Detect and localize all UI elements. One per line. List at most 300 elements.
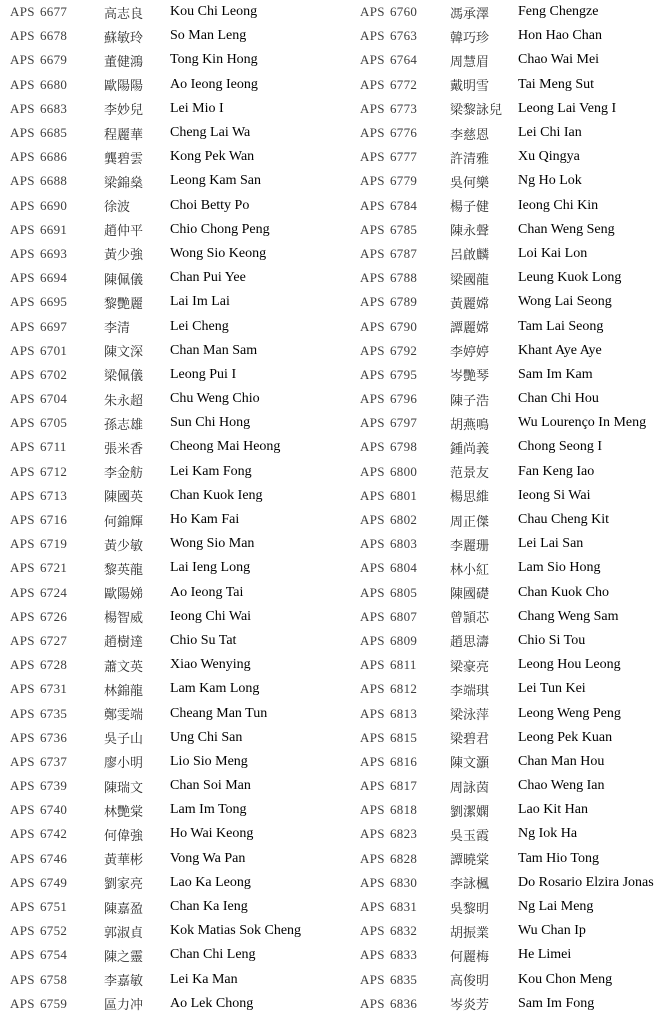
registration-number: 6784: [390, 197, 418, 213]
registration-prefix: APS: [360, 415, 385, 431]
romanized-name: Sun Chi Hong: [170, 415, 251, 431]
registration-number: 6740: [40, 802, 68, 818]
registration-prefix: APS: [10, 705, 35, 721]
romanized-name: Wong Sio Man: [170, 536, 255, 552]
romanized-name: Wu Lourenço In Meng: [518, 415, 647, 431]
table-row: [355, 48, 671, 72]
registration-prefix: APS: [10, 173, 35, 189]
registration-prefix: APS: [360, 536, 385, 552]
romanized-name: Leong Hou Leong: [518, 657, 621, 673]
registration-number: 6832: [390, 923, 418, 939]
table-row: [355, 508, 671, 532]
registration-prefix: APS: [360, 125, 385, 141]
table-row: [0, 194, 355, 218]
registration-prefix: APS: [10, 270, 35, 286]
table-row: [0, 24, 355, 48]
romanized-name: Lam Im Tong: [170, 802, 247, 818]
romanized-name: Cheang Man Tun: [170, 705, 268, 721]
registration-number: 6677: [40, 4, 68, 20]
chinese-name: 鄭雯端: [104, 707, 144, 723]
registration-prefix: APS: [360, 632, 385, 648]
registration-number: 6789: [390, 294, 418, 310]
registration-number: 6719: [40, 536, 68, 552]
chinese-name: 呂啟麟: [450, 247, 490, 263]
registration-number: 6724: [40, 584, 68, 600]
registration-number: 6772: [390, 76, 418, 92]
registration-prefix: APS: [360, 802, 385, 818]
romanized-name: Xiao Wenying: [170, 657, 251, 673]
table-row: [0, 677, 355, 701]
registration-number: 6693: [40, 245, 68, 261]
table-row: [0, 97, 355, 121]
table-row: [0, 290, 355, 314]
registration-prefix: APS: [360, 608, 385, 624]
registration-prefix: APS: [360, 512, 385, 528]
registration-number: 6758: [40, 971, 68, 987]
romanized-name: Kok Matias Sok Cheng: [170, 923, 302, 939]
chinese-name: 林小紅: [450, 561, 490, 577]
romanized-name: Chan Pui Yee: [170, 270, 246, 286]
romanized-name: Kou Chon Meng: [518, 971, 613, 987]
registration-prefix: APS: [10, 947, 35, 963]
table-row: [355, 581, 671, 605]
table-row: [0, 363, 355, 387]
registration-prefix: APS: [360, 923, 385, 939]
chinese-name: 周正傑: [450, 513, 490, 529]
chinese-name: 周詠茵: [450, 779, 490, 795]
registration-prefix: APS: [360, 197, 385, 213]
chinese-name: 譚麗嫦: [450, 320, 490, 336]
chinese-name: 岑炎芳: [450, 997, 490, 1013]
table-row: [355, 169, 671, 193]
registration-number: 6773: [390, 100, 418, 116]
registration-number: 6790: [390, 318, 418, 334]
registration-prefix: APS: [10, 560, 35, 576]
romanized-name: Ieong Si Wai: [518, 487, 591, 503]
romanized-name: Chan Ka Ieng: [170, 899, 248, 915]
registration-number: 6816: [390, 753, 418, 769]
registration-prefix: APS: [360, 705, 385, 721]
chinese-name: 吳何樂: [450, 174, 490, 190]
registration-prefix: APS: [10, 923, 35, 939]
registration-prefix: APS: [10, 536, 35, 552]
registration-number: 6787: [390, 245, 418, 261]
table-row: [355, 145, 671, 169]
chinese-name: 李妙兒: [104, 102, 144, 118]
registration-number: 6754: [40, 947, 68, 963]
romanized-name: Ieong Chi Wai: [170, 608, 252, 624]
table-row: [355, 314, 671, 338]
registration-prefix: APS: [10, 439, 35, 455]
table-row: [355, 411, 671, 435]
registration-prefix: APS: [360, 560, 385, 576]
chinese-name: 楊思維: [450, 489, 490, 505]
registration-number: 6680: [40, 76, 68, 92]
chinese-name: 徐波: [104, 199, 131, 215]
romanized-name: Sam Im Kam: [518, 366, 593, 382]
chinese-name: 陳國礎: [450, 586, 490, 602]
chinese-name: 梁黎詠兒: [450, 102, 503, 118]
table-row: [0, 895, 355, 919]
table-row: [0, 314, 355, 338]
table-row: [0, 266, 355, 290]
registration-prefix: APS: [10, 391, 35, 407]
registration-number: 6763: [390, 28, 418, 44]
romanized-name: Tai Meng Sut: [518, 76, 595, 92]
table-row: [0, 774, 355, 798]
table-row: [355, 556, 671, 580]
registration-number: 6705: [40, 415, 68, 431]
chinese-name: 李婷婷: [450, 344, 490, 360]
romanized-name: Wu Chan Ip: [518, 923, 586, 939]
registration-number: 6815: [390, 729, 418, 745]
table-row: [355, 895, 671, 919]
chinese-name: 孫志雄: [104, 416, 144, 432]
table-row: [355, 290, 671, 314]
registration-prefix: APS: [360, 947, 385, 963]
romanized-name: Chio Si Tou: [518, 632, 586, 648]
table-row: [0, 919, 355, 943]
registration-prefix: APS: [360, 52, 385, 68]
registration-number: 6678: [40, 28, 68, 44]
registration-prefix: APS: [360, 995, 385, 1011]
registration-prefix: APS: [360, 657, 385, 673]
registration-number: 6697: [40, 318, 68, 334]
romanized-name: Lio Sio Meng: [170, 753, 248, 769]
table-row: [355, 677, 671, 701]
table-row: [355, 726, 671, 750]
table-row: [0, 629, 355, 653]
chinese-name: 鍾尚義: [450, 440, 490, 456]
romanized-name: Lei Kam Fong: [170, 463, 252, 479]
chinese-name: 李清: [104, 320, 131, 336]
registration-number: 6742: [40, 826, 68, 842]
table-row: [0, 726, 355, 750]
romanized-name: Ao Ieong Ieong: [170, 76, 258, 92]
table-row: [355, 242, 671, 266]
romanized-name: Lai Im Lai: [170, 294, 230, 310]
romanized-name: Feng Chengze: [518, 4, 599, 20]
registration-prefix: APS: [360, 366, 385, 382]
chinese-name: 陳子浩: [450, 392, 490, 408]
chinese-name: 劉家亮: [104, 876, 144, 892]
registration-number: 6805: [390, 584, 418, 600]
registration-prefix: APS: [360, 245, 385, 261]
registration-number: 6823: [390, 826, 418, 842]
registration-number: 6777: [390, 149, 418, 165]
romanized-name: Ng Ho Lok: [518, 173, 582, 189]
romanized-name: Khant Aye Aye: [518, 342, 602, 358]
romanized-name: Chio Su Tat: [170, 632, 237, 648]
registration-number: 6833: [390, 947, 418, 963]
table-row: [355, 605, 671, 629]
chinese-name: 陳嘉盈: [104, 900, 144, 916]
registration-prefix: APS: [360, 4, 385, 20]
chinese-name: 許清雅: [450, 150, 490, 166]
chinese-name: 李端琪: [450, 682, 490, 698]
table-row: [0, 822, 355, 846]
registration-prefix: APS: [10, 487, 35, 503]
romanized-name: Lam Kam Long: [170, 681, 260, 697]
registration-prefix: APS: [10, 463, 35, 479]
chinese-name: 梁豪亮: [450, 658, 490, 674]
registration-prefix: APS: [10, 874, 35, 890]
registration-number: 6796: [390, 391, 418, 407]
chinese-name: 范景友: [450, 465, 490, 481]
registration-number: 6831: [390, 899, 418, 915]
table-row: [355, 387, 671, 411]
table-row: [0, 339, 355, 363]
chinese-name: 陳國英: [104, 489, 144, 505]
registration-prefix: APS: [10, 342, 35, 358]
romanized-name: Do Rosario Elzira Jonas: [518, 874, 654, 890]
chinese-name: 戴明雪: [450, 78, 490, 94]
romanized-name: Wong Lai Seong: [518, 294, 612, 310]
registration-prefix: APS: [360, 221, 385, 237]
romanized-name: Tong Kin Hong: [170, 52, 258, 68]
romanized-name: Leung Kuok Long: [518, 270, 622, 286]
chinese-name: 黃麗嫦: [450, 295, 490, 311]
registration-prefix: APS: [10, 802, 35, 818]
romanized-name: Ao Ieong Tai: [170, 584, 244, 600]
registration-number: 6801: [390, 487, 418, 503]
registration-prefix: APS: [10, 899, 35, 915]
chinese-name: 高俊明: [450, 973, 490, 989]
registration-number: 6798: [390, 439, 418, 455]
table-row: [355, 218, 671, 242]
chinese-name: 高志良: [104, 5, 144, 21]
romanized-name: Chan Soi Man: [170, 778, 251, 794]
registration-prefix: APS: [10, 512, 35, 528]
romanized-name: Wong Sio Keong: [170, 245, 267, 261]
chinese-name: 歐陽陽: [104, 78, 144, 94]
romanized-name: Leong Weng Peng: [518, 705, 621, 721]
chinese-name: 馮承澤: [450, 5, 490, 21]
table-row: [355, 750, 671, 774]
registration-prefix: APS: [10, 729, 35, 745]
chinese-name: 黎艷麗: [104, 295, 144, 311]
romanized-name: Leong Lai Veng I: [518, 100, 617, 116]
table-row: [0, 968, 355, 992]
registration-prefix: APS: [10, 657, 35, 673]
table-row: [355, 822, 671, 846]
romanized-name: Leong Pek Kuan: [518, 729, 613, 745]
table-row: [355, 943, 671, 967]
romanized-name: Chao Wai Mei: [518, 52, 600, 68]
chinese-name: 李麗珊: [450, 537, 490, 553]
romanized-name: Chan Kuok Cho: [518, 584, 609, 600]
registration-number: 6828: [390, 850, 418, 866]
chinese-name: 陳永聲: [450, 223, 490, 239]
romanized-name: Cheong Mai Heong: [170, 439, 281, 455]
registration-number: 6688: [40, 173, 68, 189]
chinese-name: 李金舫: [104, 465, 144, 481]
registration-prefix: APS: [360, 439, 385, 455]
registration-number: 6800: [390, 463, 418, 479]
chinese-name: 梁佩儀: [104, 368, 144, 384]
table-row: [355, 484, 671, 508]
table-row: [0, 0, 355, 24]
romanized-name: Chan Chi Hou: [518, 391, 599, 407]
registration-number: 6694: [40, 270, 68, 286]
registration-prefix: APS: [10, 681, 35, 697]
romanized-name: Chao Weng Ian: [518, 778, 605, 794]
registration-prefix: APS: [360, 874, 385, 890]
table-row: [0, 581, 355, 605]
registration-number: 6802: [390, 512, 418, 528]
registration-number: 6809: [390, 632, 418, 648]
registration-number: 6788: [390, 270, 418, 286]
registration-number: 6752: [40, 923, 68, 939]
table-row: [355, 194, 671, 218]
chinese-name: 岑艷琴: [450, 368, 490, 384]
registration-number: 6702: [40, 366, 68, 382]
romanized-name: Chong Seong I: [518, 439, 602, 455]
table-row: [355, 73, 671, 97]
registration-prefix: APS: [360, 76, 385, 92]
romanized-name: Lao Ka Leong: [170, 874, 251, 890]
registration-number: 6836: [390, 995, 418, 1011]
registration-number: 6731: [40, 681, 68, 697]
romanized-name: Ung Chi San: [170, 729, 243, 745]
romanized-name: Cheng Lai Wa: [170, 125, 251, 141]
romanized-name: Lai Ieng Long: [170, 560, 251, 576]
romanized-name: He Limei: [518, 947, 572, 963]
table-row: [0, 847, 355, 871]
chinese-name: 陳之靈: [104, 948, 144, 964]
registration-number: 6712: [40, 463, 68, 479]
table-row: [0, 169, 355, 193]
registration-prefix: APS: [360, 487, 385, 503]
romanized-name: Lei Ka Man: [170, 971, 238, 987]
registration-number: 6797: [390, 415, 418, 431]
registration-number: 6737: [40, 753, 68, 769]
table-row: [0, 48, 355, 72]
table-row: [0, 121, 355, 145]
romanized-name: Fan Keng Iao: [518, 463, 595, 479]
table-row: [0, 242, 355, 266]
romanized-name: Chang Weng Sam: [518, 608, 619, 624]
registration-prefix: APS: [10, 753, 35, 769]
chinese-name: 吳黎明: [450, 900, 490, 916]
romanized-name: Leong Kam San: [170, 173, 261, 189]
chinese-name: 曾頴芯: [450, 610, 490, 626]
registration-prefix: APS: [360, 463, 385, 479]
registration-prefix: APS: [360, 729, 385, 745]
registration-number: 6760: [390, 4, 418, 20]
chinese-name: 梁泳萍: [450, 707, 490, 723]
registration-prefix: APS: [360, 173, 385, 189]
table-row: [355, 0, 671, 24]
chinese-name: 譚曉棠: [450, 852, 490, 868]
registration-prefix: APS: [10, 415, 35, 431]
chinese-name: 黃少敏: [104, 537, 144, 553]
chinese-name: 吳玉霞: [450, 827, 490, 843]
registration-prefix: APS: [10, 318, 35, 334]
registration-prefix: APS: [10, 28, 35, 44]
registration-prefix: APS: [360, 778, 385, 794]
registration-prefix: APS: [10, 100, 35, 116]
registration-prefix: APS: [360, 270, 385, 286]
registration-prefix: APS: [10, 971, 35, 987]
chinese-name: 何錦輝: [104, 513, 144, 529]
table-row: [355, 847, 671, 871]
romanized-name: Hon Hao Chan: [518, 28, 602, 44]
chinese-name: 程麗華: [104, 126, 144, 142]
registration-number: 6792: [390, 342, 418, 358]
chinese-name: 陳佩儀: [104, 271, 144, 287]
romanized-name: Vong Wa Pan: [170, 850, 246, 866]
romanized-name: So Man Leng: [170, 28, 247, 44]
chinese-name: 陳文深: [104, 344, 144, 360]
registration-prefix: APS: [360, 971, 385, 987]
registration-number: 6776: [390, 125, 418, 141]
registration-prefix: APS: [360, 28, 385, 44]
registration-prefix: APS: [360, 100, 385, 116]
registration-number: 6711: [40, 439, 67, 455]
romanized-name: Ng Lai Meng: [518, 899, 594, 915]
romanized-name: Lei Cheng: [170, 318, 229, 334]
chinese-name: 陳文灝: [450, 755, 490, 771]
registration-prefix: APS: [10, 608, 35, 624]
table-row: [0, 871, 355, 895]
chinese-name: 張米香: [104, 440, 144, 456]
registration-prefix: APS: [360, 342, 385, 358]
registration-number: 6804: [390, 560, 418, 576]
romanized-name: Chan Man Hou: [518, 753, 605, 769]
registration-prefix: APS: [360, 681, 385, 697]
romanized-name: Chan Chi Leng: [170, 947, 256, 963]
table-row: [355, 266, 671, 290]
romanized-name: Lei Mio I: [170, 100, 224, 116]
table-row: [355, 532, 671, 556]
romanized-name: Kong Pek Wan: [170, 149, 255, 165]
registration-number: 6813: [390, 705, 418, 721]
registration-number: 6726: [40, 608, 68, 624]
table-row: [355, 460, 671, 484]
romanized-name: Ho Wai Keong: [170, 826, 254, 842]
romanized-name: Choi Betty Po: [170, 197, 250, 213]
registration-number: 6795: [390, 366, 418, 382]
chinese-name: 何偉強: [104, 827, 144, 843]
table-row: [0, 992, 355, 1016]
table-row: [0, 653, 355, 677]
registration-number: 6679: [40, 52, 68, 68]
registration-number: 6727: [40, 632, 68, 648]
chinese-name: 何麗梅: [450, 948, 490, 964]
romanized-name: Tam Lai Seong: [518, 318, 604, 334]
registration-number: 6818: [390, 802, 418, 818]
table-row: [355, 774, 671, 798]
registration-number: 6736: [40, 729, 68, 745]
romanized-name: Lei Tun Kei: [518, 681, 586, 697]
table-row: [355, 653, 671, 677]
chinese-name: 蘇敏玲: [104, 29, 144, 45]
table-row: [0, 387, 355, 411]
romanized-name: Xu Qingya: [518, 149, 580, 165]
registration-prefix: APS: [10, 149, 35, 165]
chinese-name: 林錦龍: [104, 682, 144, 698]
chinese-name: 吳子山: [104, 731, 144, 747]
registration-prefix: APS: [10, 125, 35, 141]
chinese-name: 黎英龍: [104, 561, 144, 577]
registration-number: 6695: [40, 294, 68, 310]
table-row: [355, 339, 671, 363]
chinese-name: 楊智威: [104, 610, 144, 626]
registration-prefix: APS: [10, 76, 35, 92]
registration-prefix: APS: [10, 197, 35, 213]
registration-number: 6835: [390, 971, 418, 987]
